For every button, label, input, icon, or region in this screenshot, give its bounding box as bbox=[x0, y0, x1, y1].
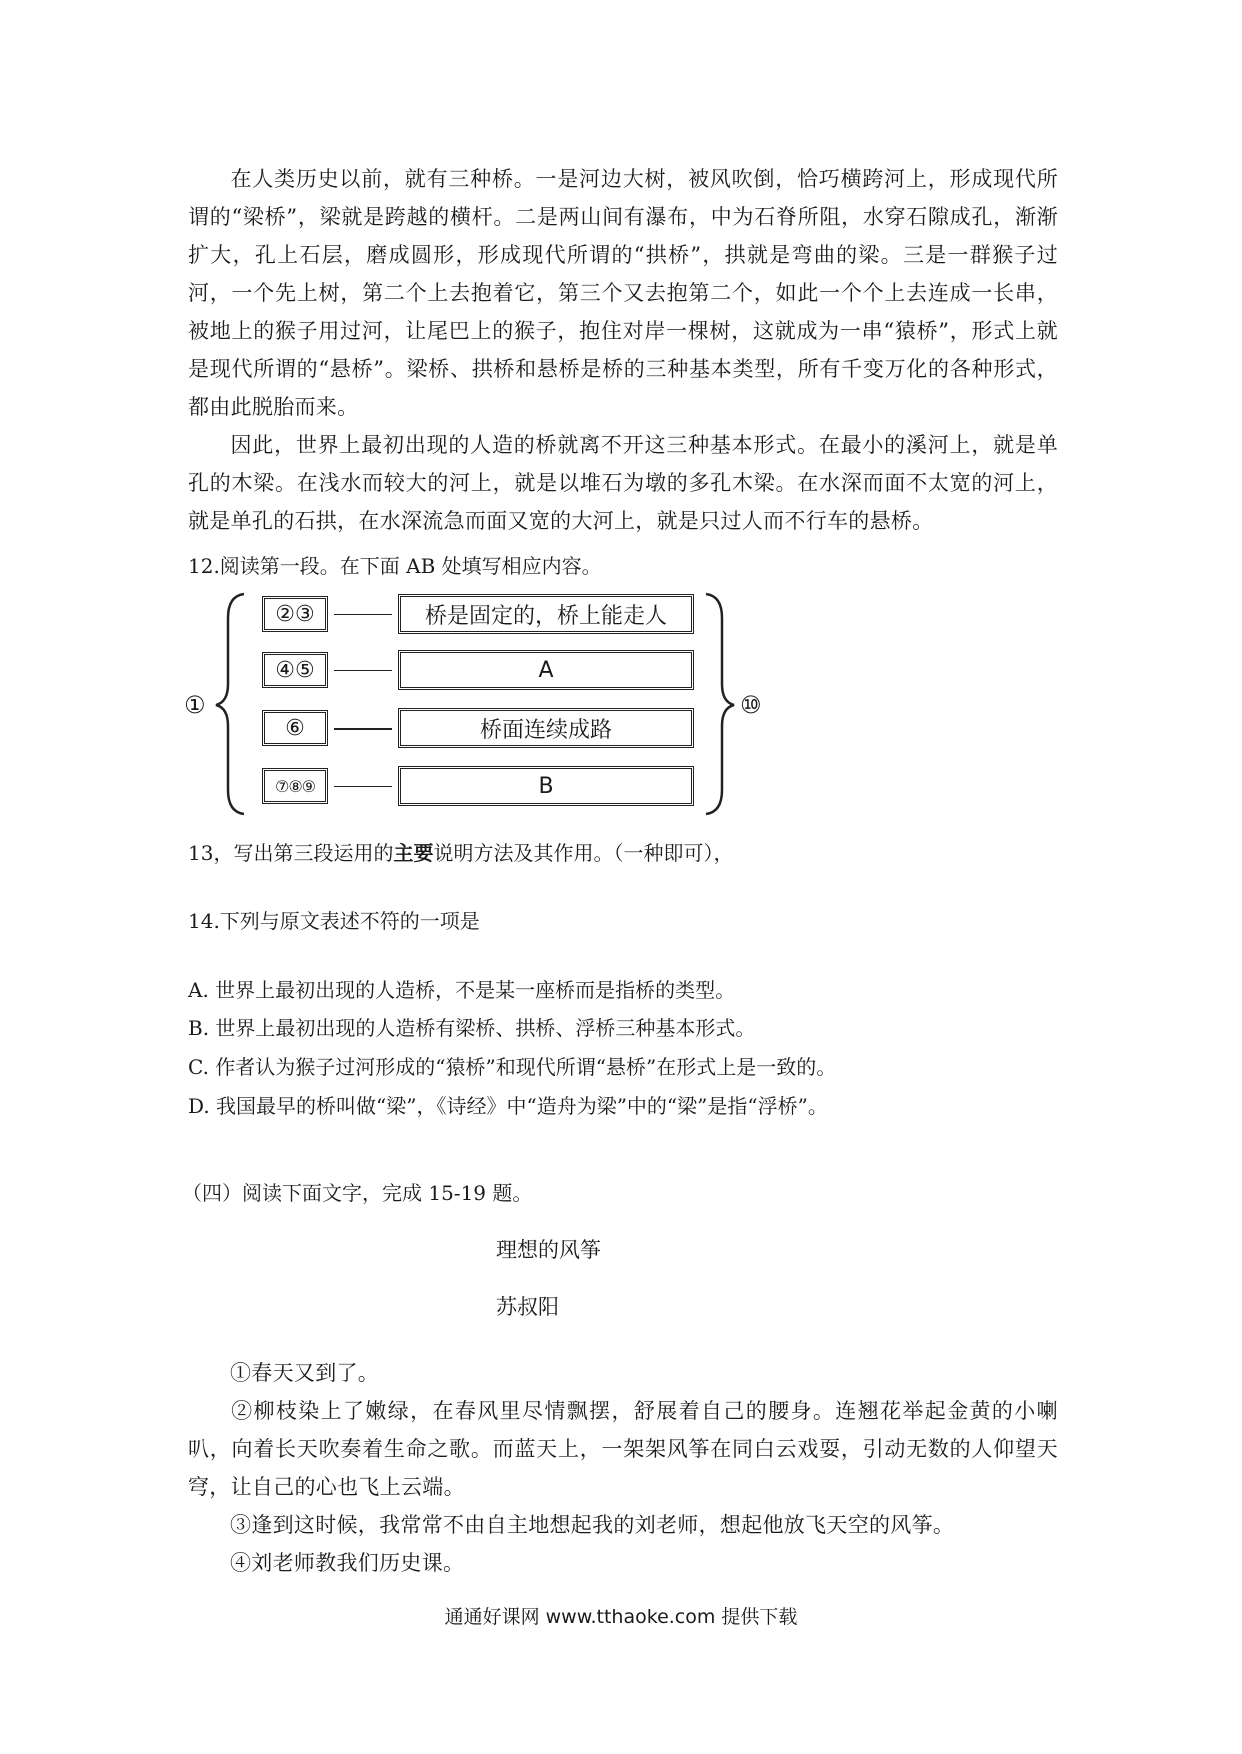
q13-text: 说明方法及其作用。（一种即可）， bbox=[433, 841, 734, 865]
article-paragraph-4 bbox=[188, 1544, 1058, 1582]
q13-emphasis: 主要 bbox=[393, 841, 434, 865]
diagram-connector bbox=[334, 670, 392, 671]
article-paragraph-1 bbox=[188, 1354, 1058, 1392]
diagram-text-box: 桥面连续成路 bbox=[398, 708, 694, 748]
paragraph-text: 在人类历史以前，就有三种桥。一是河边大树，被风吹倒，恰巧横跨河上，形成现代所谓的“梁桥”，梁就是跨越的横杆。二是两山间有瀑布，中为石脊所阻，水穿石隙成孔，渐渐扩大，孔上石层，磨成圆形，形成现代所谓的“拱桥”，拱就是弯曲的梁。三是一群猴子过河，一个先上树，第二个上去抱着它，第三个又去抱第二个，如此一个个上去连成一长串，被地上的猴子用过河，让尾巴上的猴子，抱住对岸一棵树，这就成为一串“猿桥”，形式上就是现代所谓的“悬桥”。梁桥、拱桥和悬桥是桥的三种基本类型，所有千变万化的各种形式，都由此脱胎而来。 bbox=[188, 167, 1058, 419]
diagram-num-box: ⑥ bbox=[262, 710, 328, 746]
diagram-num-box: ④⑤ bbox=[262, 652, 328, 688]
question-12: 12.阅读第一段。在下面 AB 处填写相应内容。 bbox=[188, 554, 602, 578]
article-author: 苏叔阳 bbox=[496, 1295, 559, 1319]
article-paragraph-2 bbox=[188, 1392, 1058, 1506]
option-b: B. 世界上最初出现的人造桥有梁桥、拱桥、浮桥三种基本形式。 bbox=[188, 1016, 756, 1040]
option-a: A. 世界上最初出现的人造桥，不是某一座桥而是指桥的类型。 bbox=[188, 978, 736, 1002]
paragraph-text: ①春天又到了。 bbox=[230, 1361, 380, 1385]
paragraph-text: ②柳枝染上了嫩绿，在春风里尽情飘摆，舒展着自己的腰身。连翘花举起金黄的小喇叭，向着长天吹奏着生命之歌。而蓝天上，一架架风筝在同白云戏耍，引动无数的人仰望天穹，让自己的心也飞上云端。 bbox=[188, 1399, 1058, 1499]
paragraph-text: ③逢到这时候，我常常不由自主地想起我的刘老师，想起他放飞天空的风筝。 bbox=[230, 1513, 955, 1537]
option-d: D. 我国最早的桥叫做“梁”，《诗经》中“造舟为梁”中的“梁”是指“浮桥”。 bbox=[188, 1094, 828, 1118]
option-c: C. 作者认为猴子过河形成的“猿桥”和现代所谓“悬桥”在形式上是一致的。 bbox=[188, 1055, 837, 1079]
passage-paragraph-1 bbox=[188, 160, 1058, 426]
bridge-type-diagram bbox=[184, 588, 788, 820]
question-13 bbox=[188, 838, 733, 868]
paragraph-text: 因此，世界上最初出现的人造的桥就离不开这三种基本形式。在最小的溪河上，就是单孔的木梁。在浅水而较大的河上，就是以堆石为墩的多孔木梁。在水深而面不太宽的河上，就是单孔的石拱，在水深流急而面又宽的大河上，就是只过人而不行车的悬桥。 bbox=[188, 433, 1058, 533]
article-title: 理想的风筝 bbox=[496, 1238, 601, 1262]
footer-text: 通通好课网 www.tthaoke.com 提供下载 bbox=[444, 1606, 798, 1628]
diagram-num-box: ②③ bbox=[262, 596, 328, 632]
diagram-left-label: ① bbox=[184, 691, 206, 719]
right-brace bbox=[706, 594, 734, 814]
passage-paragraph-2 bbox=[188, 426, 1058, 540]
paragraph-text: ④刘老师教我们历史课。 bbox=[230, 1551, 465, 1575]
section-4-heading: （四）阅读下面文字，完成 15-19 题。 bbox=[182, 1181, 533, 1205]
left-brace bbox=[216, 594, 244, 814]
diagram-connector bbox=[334, 728, 392, 730]
answer-box-b: B bbox=[398, 766, 694, 806]
diagram-num-box: ⑦⑧⑨ bbox=[262, 768, 328, 804]
answer-box-a: A bbox=[398, 650, 694, 690]
diagram-right-label: ⑩ bbox=[740, 691, 762, 719]
article-paragraph-3 bbox=[188, 1506, 1058, 1544]
diagram-text-box: 桥是固定的，桥上能走人 bbox=[398, 594, 694, 634]
diagram-connector bbox=[334, 786, 392, 787]
diagram-connector bbox=[334, 614, 392, 615]
q13-text: 13，写出第三段运用的 bbox=[188, 841, 394, 865]
question-14: 14.下列与原文表述不符的一项是 bbox=[188, 909, 480, 933]
